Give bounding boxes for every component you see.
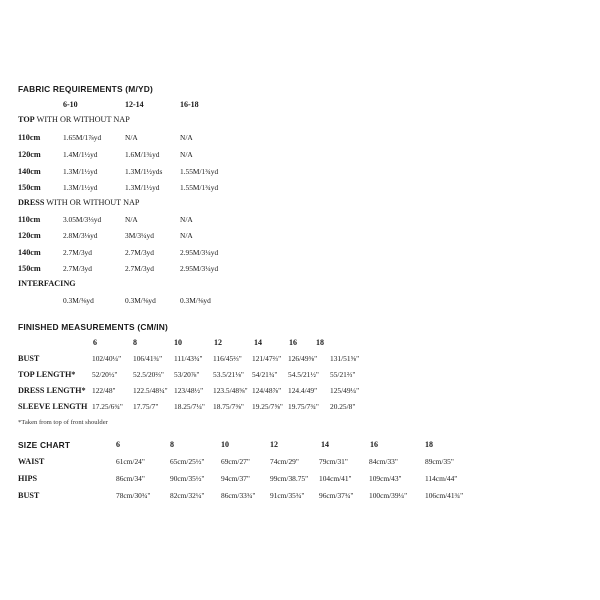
size-row-label: WAIST — [18, 457, 45, 466]
top-row-value: N/A — [180, 150, 193, 159]
dress-row-value: 3.05M/3⅓yd — [63, 215, 102, 224]
finished-row-value: 123.5/48⅝" — [213, 386, 248, 395]
finished-row-value: 123/48½" — [174, 386, 204, 395]
top-row-value: 1.4M/1½yd — [63, 150, 98, 159]
footnote: *Taken from top of front shoulder — [18, 419, 108, 426]
dress-row-value: N/A — [180, 231, 193, 240]
dress-row-value: 3M/3¼yd — [125, 231, 154, 240]
dress-row-label: 110cm — [18, 215, 41, 224]
top-row-value: 1.55M/1¾yd — [180, 167, 219, 176]
dress-row-value: N/A — [125, 215, 138, 224]
size-row-value: 86cm/34" — [116, 474, 145, 483]
finished-row-value: 18.75/7⅜" — [213, 402, 244, 411]
interfacing-value: 0.3M/⅜yd — [125, 296, 156, 305]
finished-row-value: 116/45⅔" — [213, 354, 242, 363]
finished-row-value: 111/43¾" — [174, 354, 203, 363]
size-col-header: 16 — [370, 440, 378, 449]
size-row-value: 82cm/32¼" — [170, 491, 205, 500]
interfacing-value: 0.3M/⅜yd — [63, 296, 94, 305]
dress-row-value: 2.7M/3yd — [125, 248, 154, 257]
finished-row-value: 124/48⅞" — [252, 386, 282, 395]
dress-row-value: N/A — [180, 215, 193, 224]
fabric-col-16-18: 16-18 — [180, 100, 199, 109]
size-row-value: 90cm/35½" — [170, 474, 205, 483]
finished-row-value: 52.5/20⅔" — [133, 370, 164, 379]
top-section-heading: TOP WITH OR WITHOUT NAP — [18, 115, 130, 124]
dress-row-value: 2.7M/3yd — [63, 264, 92, 273]
interfacing-label: INTERFACING — [18, 279, 76, 288]
size-row-value: 79cm/31" — [319, 457, 348, 466]
finished-row-value: 125/49¼" — [330, 386, 360, 395]
finished-col-header: 6 — [93, 338, 97, 347]
size-col-header: 14 — [321, 440, 329, 449]
fabric-col-6-10: 6-10 — [63, 100, 78, 109]
size-row-value: 106cm/41¾" — [425, 491, 464, 500]
top-row-value: 1.55M/1¾yd — [180, 183, 219, 192]
top-row-value: N/A — [125, 133, 138, 142]
finished-row-value: 122/48" — [92, 386, 116, 395]
fabric-requirements-title: FABRIC REQUIREMENTS (M/YD) — [18, 84, 154, 94]
finished-row-label: DRESS LENGTH* — [18, 386, 86, 395]
size-col-header: 10 — [221, 440, 229, 449]
finished-row-value: 18.25/7¼" — [174, 402, 205, 411]
size-col-header: 12 — [270, 440, 278, 449]
dress-row-value: 2.95M/3¼yd — [180, 264, 219, 273]
finished-row-value: 126/49⅝" — [288, 354, 318, 363]
size-row-value: 61cm/24" — [116, 457, 145, 466]
dress-row-label: 140cm — [18, 248, 41, 257]
top-row-value: 1.3M/1½yds — [125, 167, 163, 176]
size-chart-title: SIZE CHART — [18, 440, 71, 450]
finished-row-value: 106/41¾" — [133, 354, 163, 363]
top-row-value: N/A — [180, 133, 193, 142]
dress-row-value: 2.8M/3⅛yd — [63, 231, 98, 240]
finished-col-header: 18 — [316, 338, 324, 347]
finished-row-value: 19.25/7⅝" — [252, 402, 283, 411]
dress-section-heading: DRESS WITH OR WITHOUT NAP — [18, 198, 140, 207]
dress-row-label: 150cm — [18, 264, 41, 273]
size-row-value: 91cm/35¾" — [270, 491, 305, 500]
size-col-header: 18 — [425, 440, 433, 449]
dress-row-label: 120cm — [18, 231, 41, 240]
size-row-label: HIPS — [18, 474, 38, 483]
finished-row-value: 124.4/49" — [288, 386, 318, 395]
size-row-value: 109cm/43" — [369, 474, 402, 483]
finished-row-label: BUST — [18, 354, 40, 363]
finished-row-value: 121/47⅔" — [252, 354, 282, 363]
finished-col-header: 12 — [214, 338, 222, 347]
finished-measurements-title: FINISHED MEASUREMENTS (CM/IN) — [18, 322, 169, 332]
finished-row-label: SLEEVE LENGTH — [18, 402, 88, 411]
finished-row-value: 102/40¼" — [92, 354, 122, 363]
top-row-value: 1.3M/1½yd — [63, 183, 98, 192]
top-row-label: 120cm — [18, 150, 41, 159]
size-row-value: 69cm/27" — [221, 457, 250, 466]
finished-row-value: 122.5/48¼" — [133, 386, 168, 395]
size-row-value: 65cm/25½" — [170, 457, 205, 466]
top-row-value: 1.3M/1½yd — [125, 183, 160, 192]
size-row-value: 74cm/29" — [270, 457, 299, 466]
finished-col-header: 10 — [174, 338, 182, 347]
finished-row-value: 19.75/7¾" — [288, 402, 319, 411]
top-row-label: 150cm — [18, 183, 41, 192]
size-row-value: 99cm/38.75" — [270, 474, 309, 483]
finished-row-value: 53/20⅞" — [174, 370, 200, 379]
size-row-value: 96cm/37¾" — [319, 491, 354, 500]
finished-row-value: 54/21¾" — [252, 370, 278, 379]
size-row-value: 100cm/39¼" — [369, 491, 408, 500]
finished-row-value: 54.5/21½" — [288, 370, 319, 379]
size-row-value: 89cm/35" — [425, 457, 454, 466]
size-row-value: 84cm/33" — [369, 457, 398, 466]
top-row-value: 1.65M/1⅞yd — [63, 133, 102, 142]
size-col-header: 6 — [116, 440, 120, 449]
finished-row-value: 131/51⅝" — [330, 354, 360, 363]
finished-col-header: 16 — [289, 338, 297, 347]
finished-row-value: 20.25/8" — [330, 402, 356, 411]
size-row-value: 78cm/30¾" — [116, 491, 151, 500]
size-row-value: 86cm/33¾" — [221, 491, 256, 500]
finished-col-header: 14 — [254, 338, 262, 347]
dress-row-value: 2.95M/3¼yd — [180, 248, 219, 257]
finished-row-value: 17.75/7" — [133, 402, 159, 411]
size-col-header: 8 — [170, 440, 174, 449]
dress-row-value: 2.7M/3yd — [125, 264, 154, 273]
size-row-value: 104cm/41" — [319, 474, 352, 483]
top-row-label: 110cm — [18, 133, 41, 142]
size-row-value: 114cm/44" — [425, 474, 458, 483]
fabric-col-12-14: 12-14 — [125, 100, 144, 109]
finished-row-value: 53.5/21⅛" — [213, 370, 244, 379]
top-row-label: 140cm — [18, 167, 41, 176]
top-row-value: 1.3M/1½yd — [63, 167, 98, 176]
finished-row-label: TOP LENGTH* — [18, 370, 76, 379]
finished-row-value: 52/20½" — [92, 370, 118, 379]
finished-row-value: 55/21⅔" — [330, 370, 356, 379]
dress-row-value: 2.7M/3yd — [63, 248, 92, 257]
top-row-value: 1.6M/1¾yd — [125, 150, 160, 159]
interfacing-value: 0.3M/⅜yd — [180, 296, 211, 305]
size-row-label: BUST — [18, 491, 40, 500]
finished-row-value: 17.25/6¾" — [92, 402, 123, 411]
finished-col-header: 8 — [133, 338, 137, 347]
size-row-value: 94cm/37" — [221, 474, 250, 483]
